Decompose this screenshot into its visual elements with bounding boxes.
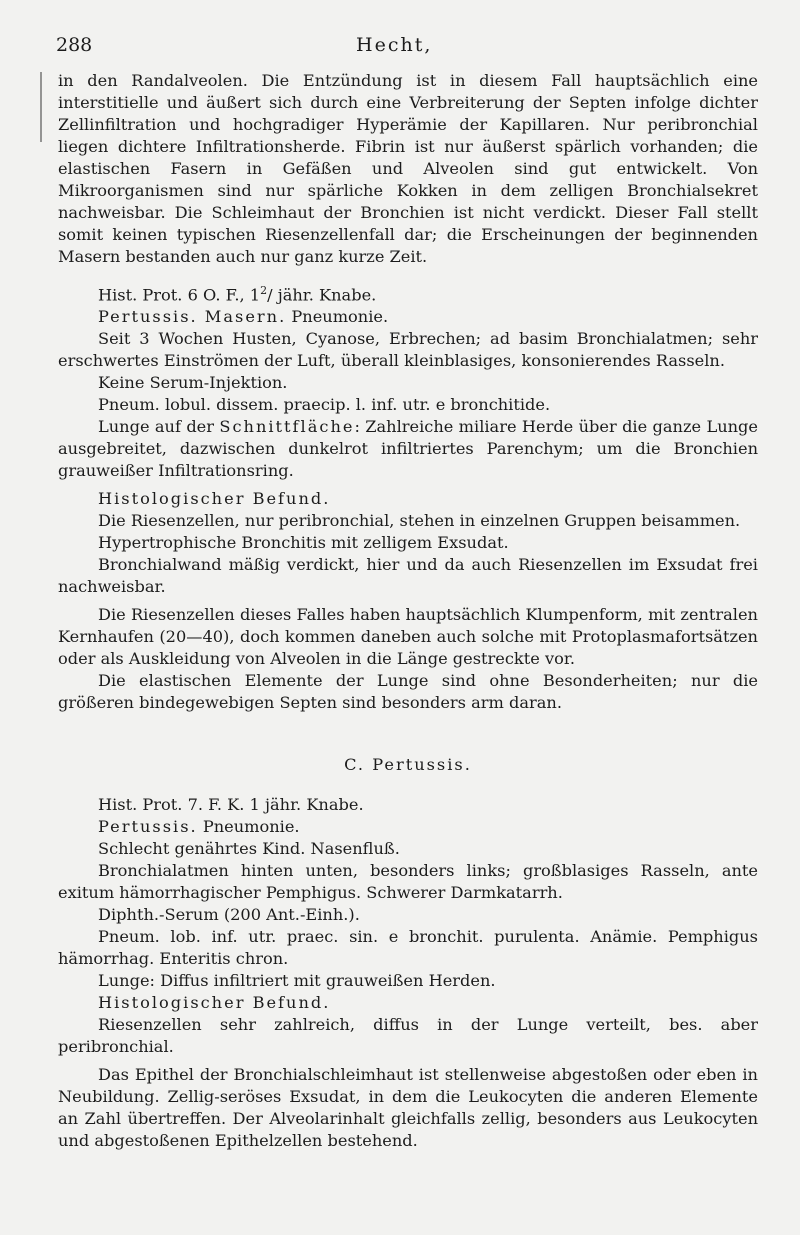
case-6-heading: Hist. Prot. 6 O. F., $1^2/$ jähr. Knabe. [98,284,377,305]
page-number: 288 [56,34,93,56]
case-6-paragraph-2: Die elastischen Elemente der Lunge sind ohne Besonderheiten; nur die größeren bindegewebigen Septen sind besonders arm daran. [58,671,758,713]
case-6-histology-3: Bronchialwand mäßig verdickt, hier und da auch Riesenzellen im Exsudat frei nachweisbar. [58,555,758,597]
case-7-histology-title: Histologischer Befund. [98,993,331,1013]
page-header [56,34,740,62]
case-7-heading: Hist. Prot. 7. F. K. 1 jähr. Knabe. [98,795,364,815]
case-6-histology-title: Histologischer Befund. [98,489,331,509]
running-title: Hecht, [356,34,433,56]
case-6-diagnosis: Pertussis. Masern. Pneumonie. [98,307,389,327]
case-6-history: Seit 3 Wochen Husten, Cyanose, Erbrechen; ad basim Bronchialatmen; sehr erschwertes Einströmen der Luft, überall kleinblasiges, konsonierendes Rasseln. [58,329,758,371]
case-7-paragraph-1: Das Epithel der Bronchialschleimhaut ist stellenweise abgestoßen oder eben in Neubildung. Zellig-seröses Exsudat, in dem die Leukocyten die anderen Elemente an Zahl übertreffen. Der Alveolarinhalt gleichfalls zellig, besonders aus Leukocyten und abgestoßenen Epithelzellen bestehend. [58,1065,758,1151]
case-6-autopsy: Pneum. lobul. dissem. praecip. l. inf. utr. e bronchitide. [98,395,551,415]
case-7-autopsy: Pneum. lob. inf. utr. praec. sin. e bronchit. purulenta. Anämie. Pemphigus hämorrhag. Enteritis chron. [58,927,758,969]
case-7-lung: Lunge: Diffus infiltriert mit grauweißen Herden. [98,971,496,991]
paragraph-continuation: in den Randalveolen. Die Entzündung ist in diesem Fall hauptsächlich eine interstitielle und äußert sich durch eine Verbreiterung der Septen infolge dichter Zellinfiltration und hochgradiger Hyperämie der Kapillaren. Nur peribronchial liegen dichtere Infiltrationsherde. Fibrin ist nur äußerst spärlich vorhanden; die elastischen Fasern in Gefäßen und Alveolen sind gut entwickelt. Von Mikroorganismen sind nur spärliche Kokken in dem zelligen Bronchialsekret nachweisbar. Die Schleimhaut der Bronchien ist nicht verdickt. Dieser Fall stellt somit keinen typischen Riesenzellenfall dar; die Erscheinungen der beginnenden Masern bestanden auch nur ganz kurze Zeit. [58,71,758,266]
case-6-histology-2: Hypertrophische Bronchitis mit zelligem Exsudat. [98,533,509,553]
case-6-paragraph-1: Die Riesenzellen dieses Falles haben hauptsächlich Klumpenform, mit zentralen Kernhaufen (20—40), doch kommen daneben auch solche mit Protoplasmafortsätzen oder als Auskleidung von Alveolen in die Länge gestreckte vor. [58,605,758,669]
section-heading: C. Pertussis. [344,755,472,775]
page-body [58,70,758,1152]
case-7-histology-1: Riesenzellen sehr zahlreich, diffus in der Lunge verteilt, bes. aber peribronchial. [58,1015,758,1057]
case-6-cut-surface: Lunge auf der Schnittfläche: Zahlreiche miliare Herde über die ganze Lunge ausgebreitet, dazwischen dunkelrot infiltriertes Parenchym; um die Bronchien grauweißer Infiltrationsring. [58,417,758,481]
case-6-serum: Keine Serum-Injektion. [98,373,288,393]
case-6-histology-1: Die Riesenzellen, nur peribronchial, stehen in einzelnen Gruppen beisammen. [98,511,741,531]
case-7-diagnosis: Pertussis. Pneumonie. [98,817,300,837]
case-7-serum: Diphth.-Serum (200 Ant.-Einh.). [98,905,360,925]
case-7-condition: Schlecht genährtes Kind. Nasenfluß. [98,839,400,859]
margin-mark [40,72,42,142]
case-7-history: Bronchialatmen hinten unten, besonders links; großblasiges Rasseln, ante exitum hämorrhagischer Pemphigus. Schwerer Darmkatarrh. [58,861,758,903]
